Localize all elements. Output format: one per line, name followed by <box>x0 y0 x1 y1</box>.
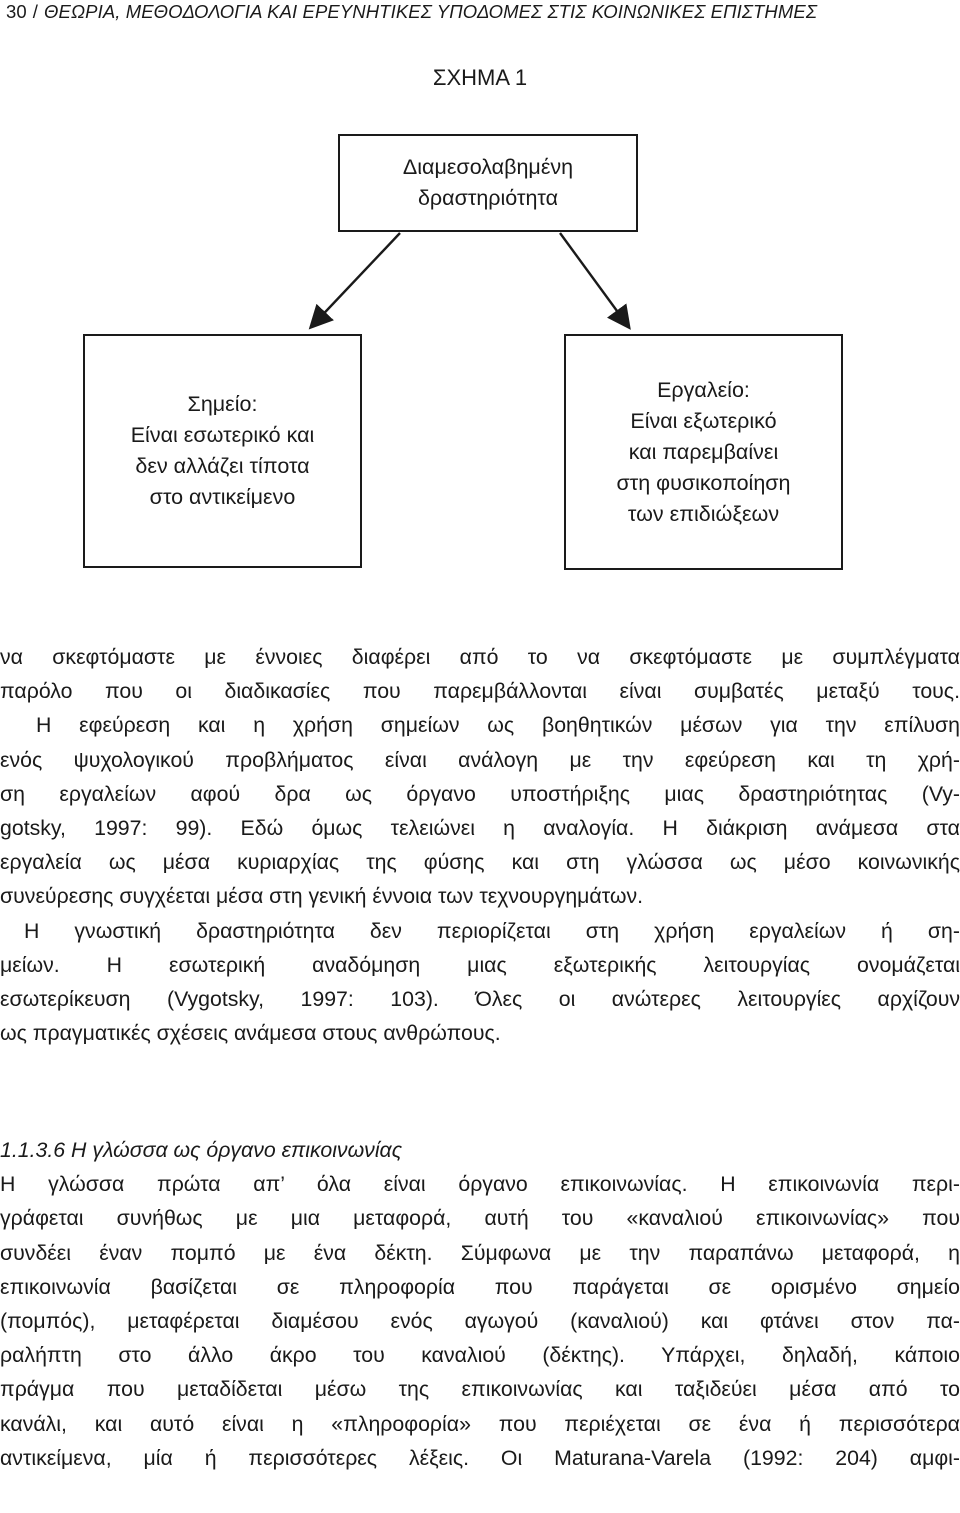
box-line: Σημείο: <box>187 392 258 416</box>
mediated-activity-box <box>338 134 638 232</box>
text-line: γράφεται συνήθως με μια μεταφορά, αυτή του «καναλιού επικοινωνίας» που <box>0 1206 960 1231</box>
text-line: συνεύρεσης συγχέεται μέσα στη γενική έννοια των τεχνουργημάτων. <box>0 884 644 909</box>
body-paragraphs-2 <box>0 1133 960 1475</box>
text-line: εσωτερίκευση (Vygotsky, 1997: 103). Όλες οι ανώτερες λειτουργίες αρχίζουν <box>0 987 960 1012</box>
text-line: Η γνωστική δραστηριότητα δεν περιορίζεται στη χρήση εργαλείων ή ση- <box>24 918 960 943</box>
header-separator: / <box>32 1 39 22</box>
text-line: gotsky, 1997: 99). Εδώ όμως τελειώνει η αναλογία. Η διάκριση ανάμεσα στα <box>0 816 960 841</box>
sign-box <box>83 334 362 568</box>
tool-box <box>564 334 843 570</box>
text-line: Η γλώσσα πρώτα απ’ όλα είναι όργανο επικοινωνίας. Η επικοινωνία περι- <box>0 1172 960 1197</box>
box-line: Εργαλείο: <box>657 377 750 402</box>
figure-label: ΣΧΗΜΑ 1 <box>432 65 528 90</box>
text-line: παρόλο που οι διαδικασίες που παρεμβάλλονται είναι συμβατές μεταξύ τους. <box>0 679 960 704</box>
text-line: επικοινωνία βασίζεται σε πληροφορία που παράγεται σε ορισμένο σημείο <box>0 1274 960 1299</box>
text-line: πράγμα που μεταδίδεται μέσω της επικοινωνίας και ταξιδεύει μέσα από το <box>0 1377 960 1402</box>
text-line: ως πραγματικές σχέσεις ανάμεσα στους ανθρώπους. <box>0 1021 501 1046</box>
running-header <box>6 0 817 24</box>
box-line: δεν αλλάζει τίποτα <box>135 454 310 478</box>
box-line: δραστηριότητα <box>417 186 559 210</box>
text-line: ραλήπτη στο άλλο άκρο του καναλιού (δέκτης). Υπάρχει, δηλαδή, κάποιο <box>0 1343 960 1368</box>
box-line: Είναι εσωτερικό και <box>130 423 315 447</box>
text-line: αντικείμενα, μία ή περισσότερες λέξεις. Οι Maturana-Varela (1992: 204) αμφι- <box>0 1445 960 1470</box>
body-paragraphs-1 <box>0 640 960 1050</box>
text-line: ση εργαλείων αφού δρα ως όργανο υποστήριξης μιας δραστηριότητας (Vy- <box>0 781 960 806</box>
text-line: συνδέει έναν πομπό με ένα δέκτη. Σύμφωνα με την παραπάνω μεταφορά, η <box>0 1240 960 1265</box>
arrow-to-sign <box>312 233 400 326</box>
text-line: να σκεφτόμαστε με έννοιες διαφέρει από το να σκεφτόμαστε με συμπλέγματα <box>0 645 960 669</box>
text-line: Η εφεύρεση και η χρήση σημείων ως βοηθητικών μέσων για την επίλυση <box>36 713 960 738</box>
box-line: στη φυσικοποίηση <box>616 470 791 495</box>
running-title: ΘΕΩΡΙΑ, ΜΕΘΟΔΟΛΟΓΙΑ ΚΑΙ ΕΡΕΥΝΗΤΙΚΕΣ ΥΠΟΔΟΜΕΣ ΣΤΙΣ ΚΟΙΝΩΝΙΚΕΣ ΕΠΙΣΤΗΜΕΣ <box>44 1 818 22</box>
text-line: ενός ψυχολογικού προβλήματος είναι ανάλογη με την εφεύρεση και τη χρή- <box>0 747 960 772</box>
page-number: 30 <box>6 1 27 22</box>
arrow-to-tool <box>560 233 628 326</box>
text-line: (πομπός), μεταφέρεται διαμέσου ενός αγωγού (καναλιού) και φτάνει στον πα- <box>0 1309 960 1334</box>
box-line: Διαμεσολαβημένη <box>402 155 574 179</box>
text-line: κανάλι, και αυτό είναι η «πληροφορία» που περιέχεται σε ένα ή περισσότερα <box>0 1411 960 1436</box>
box-line: στο αντικείμενο <box>149 485 296 509</box>
text-line: μείων. Η εσωτερική αναδόμηση μιας εξωτερικής λειτουργίας ονομάζεται <box>0 952 960 977</box>
section-heading: 1.1.3.6 Η γλώσσα ως όργανο επικοινωνίας <box>0 1138 403 1162</box>
box-line: των επιδιώξεων <box>627 501 780 526</box>
box-line: Είναι εξωτερικό <box>630 408 777 433</box>
box-line: και παρεμβαίνει <box>628 439 779 464</box>
text-line: εργαλεία ως μέσα κυριαρχίας της φύσης και στη γλώσσα ως μέσο κοινωνικής <box>0 850 960 875</box>
